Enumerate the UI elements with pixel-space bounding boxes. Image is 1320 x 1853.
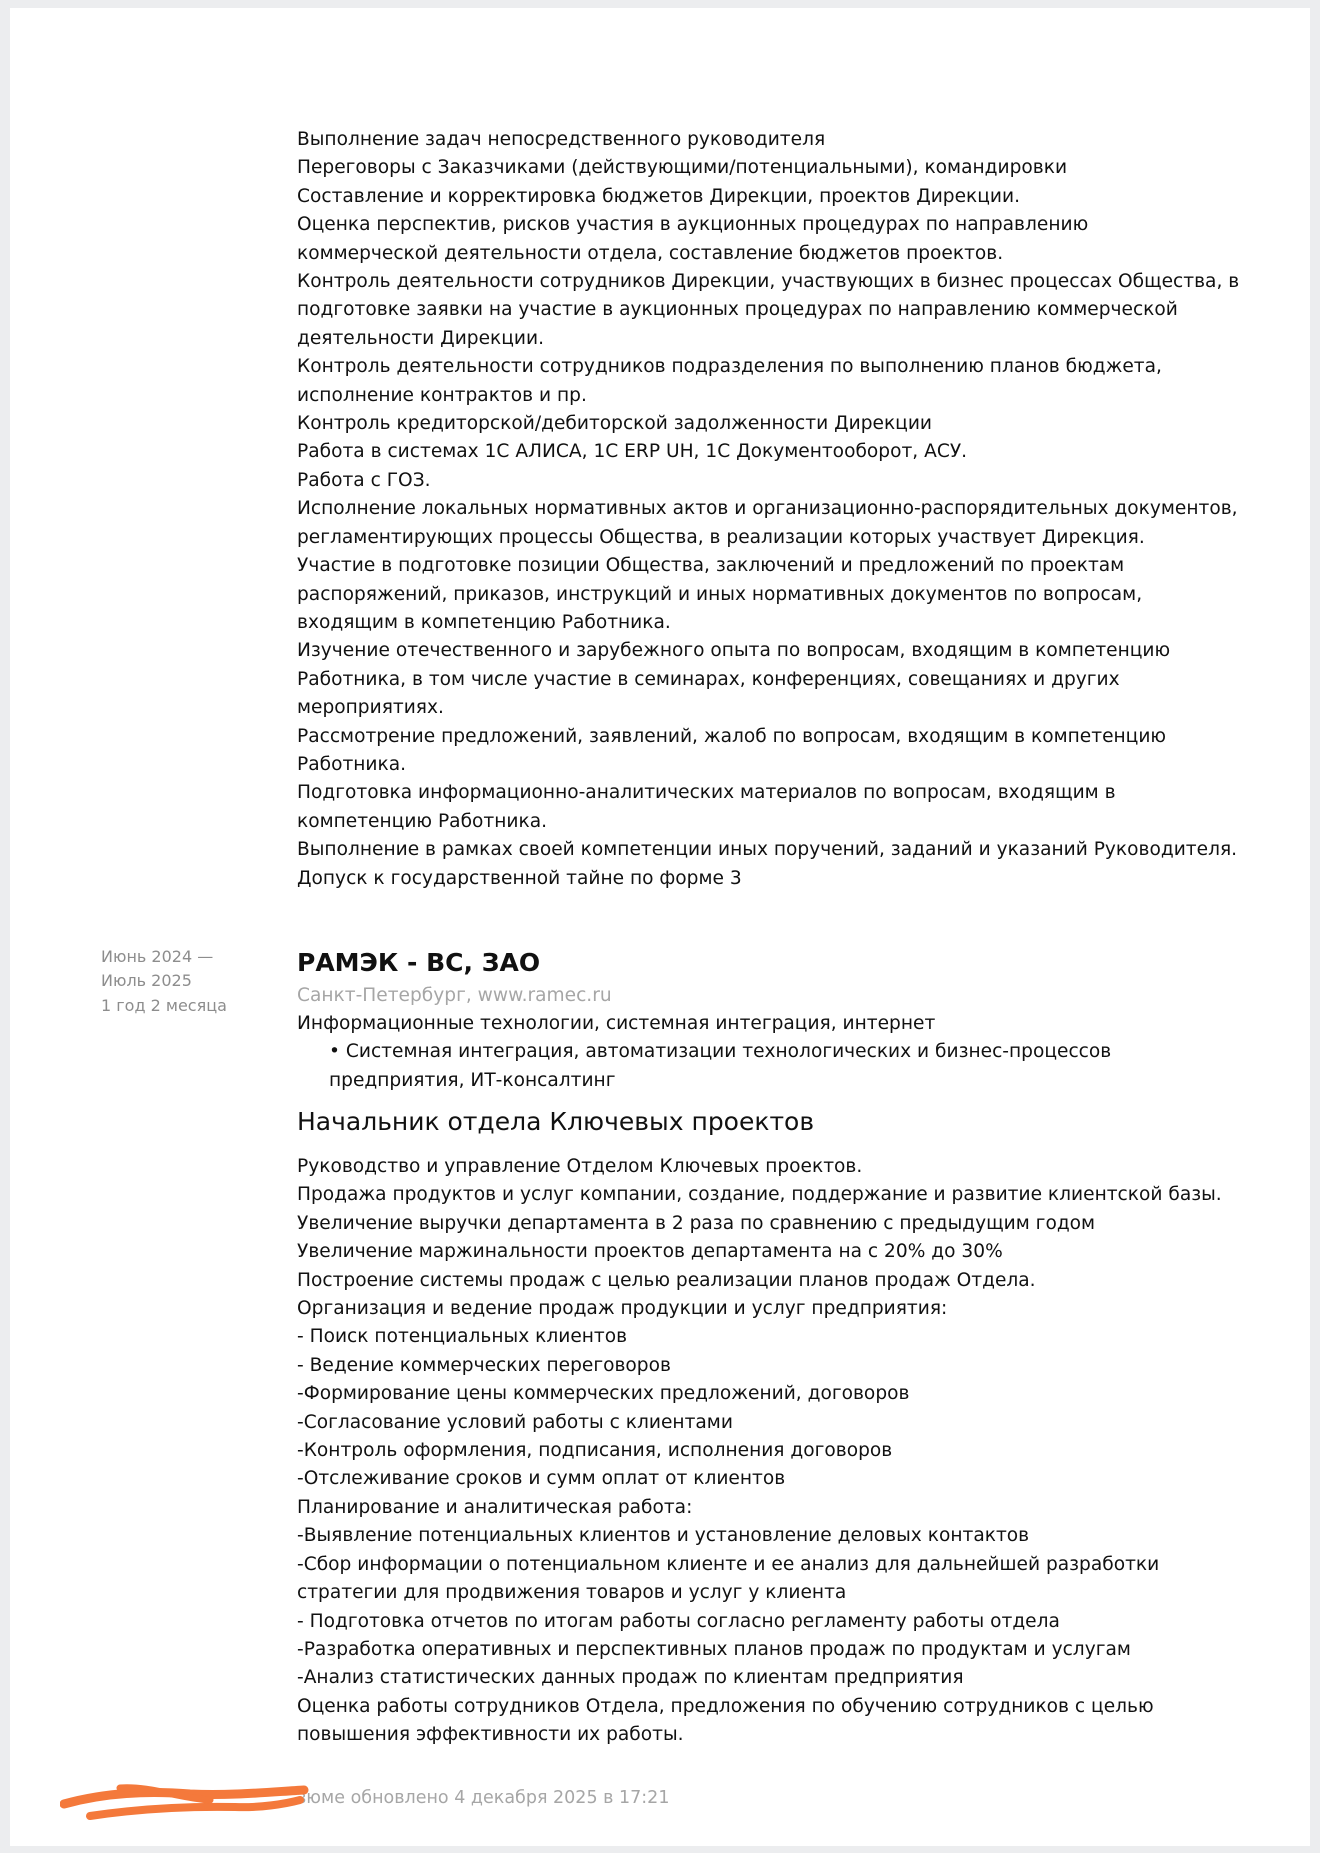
duty-line: Работника, в том числе участие в семинарах, конференциях, совещаниях и других xyxy=(297,668,1120,690)
duty-line: подготовке заявки на участие в аукционных процедурах по направлению коммерческой xyxy=(297,299,1178,321)
responsibility-line: -Выявление потенциальных клиентов и установление деловых контактов xyxy=(297,1525,1030,1547)
duty-line: Исполнение локальных нормативных актов и организационно-распорядительных документов, xyxy=(297,498,1238,520)
duty-line: Контроль деятельности сотрудников подразделения по выполнению планов бюджета, xyxy=(297,356,1162,378)
previous-job-duties xyxy=(297,126,1297,893)
job-period xyxy=(101,945,251,1018)
duty-line: Работа с ГОЗ. xyxy=(297,469,431,491)
duty-line: распоряжений, приказов, инструкций и иных нормативных документов по вопросам, xyxy=(297,583,1143,605)
duty-line: Оценка перспектив, рисков участия в аукционных процедурах по направлению xyxy=(297,214,1089,236)
duty-line: Подготовка информационно-аналитических материалов по вопросам, входящим в xyxy=(297,782,1116,804)
duty-line: деятельности Дирекции. xyxy=(297,327,544,349)
industry-sub-line: • Системная интеграция, автоматизации технологических и бизнес-процессов xyxy=(329,1041,1112,1063)
responsibility-line: Организация и ведение продаж продукции и услуг предприятия: xyxy=(297,1298,948,1320)
duty-line: компетенцию Работника. xyxy=(297,810,548,832)
duty-line: регламентирующих процессы Общества, в реализации которых участвует Дирекция. xyxy=(297,526,1145,548)
responsibility-line: Увеличение выручки департамента в 2 раза по сравнению с предыдущим годом xyxy=(297,1212,1096,1234)
duty-line: Рассмотрение предложений, заявлений, жалоб по вопросам, входящим в компетенцию xyxy=(297,725,1167,747)
company-location: Санкт-Петербург, www.ramec.ru xyxy=(297,985,612,1006)
duty-line: Изучение отечественного и зарубежного опыта по вопросам, входящим в компетенцию xyxy=(297,640,1171,662)
period-end: Июль 2025 xyxy=(101,971,192,991)
duty-line: Работника. xyxy=(297,753,407,775)
resume-updated-note: зюме обновлено 4 декабря 2025 в 17:21 xyxy=(297,1788,670,1808)
responsibility-line: -Разработка оперативных и перспективных планов продаж по продуктам и услугам xyxy=(297,1638,1131,1660)
job-responsibilities xyxy=(297,1153,1297,1750)
responsibility-line: стратегии для продвижения товаров и услуг у клиента xyxy=(297,1582,847,1604)
duty-line: мероприятиях. xyxy=(297,697,444,719)
responsibility-line: Руководство и управление Отделом Ключевых проектов. xyxy=(297,1156,863,1177)
period-start: Июнь 2024 — xyxy=(101,947,214,966)
responsibility-line: -Формирование цены коммерческих предложений, договоров xyxy=(297,1383,910,1405)
duty-line: Выполнение задач непосредственного руководителя xyxy=(297,129,826,150)
duty-line: Работа в системах 1С АЛИСА, 1С ERP UH, 1С Документооборот, АСУ. xyxy=(297,441,968,463)
responsibility-line: Увеличение маржинальности проектов департамента на с 20% до 30% xyxy=(297,1241,1003,1263)
job-position-title: Начальник отдела Ключевых проектов xyxy=(297,1107,815,1136)
duty-line: Составление и корректировка бюджетов Дирекции, проектов Дирекции. xyxy=(297,185,1021,207)
industry-sub-line: предприятия, ИТ-консалтинг xyxy=(329,1069,616,1091)
duty-line: Участие в подготовке позиции Общества, заключений и предложений по проектам xyxy=(297,555,1125,577)
duty-line: Контроль деятельности сотрудников Дирекции, участвующих в бизнес процессах Общества, в xyxy=(297,271,1240,293)
redaction-scribble xyxy=(60,1776,310,1826)
responsibility-line: - Поиск потенциальных клиентов xyxy=(297,1326,628,1348)
responsibility-line: Продажа продуктов и услуг компании, создание, поддержание и развитие клиентской базы. xyxy=(297,1184,1222,1206)
responsibility-line: - Подготовка отчетов по итогам работы согласно регламенту работы отдела xyxy=(297,1610,1060,1632)
duty-line: исполнение контрактов и пр. xyxy=(297,384,587,406)
industry-line: Информационные технологии, системная интеграция, интернет xyxy=(297,1013,936,1034)
duty-line: Контроль кредиторской/дебиторской задолженности Дирекции xyxy=(297,413,933,435)
duty-line: Допуск к государственной тайне по форме 3 xyxy=(297,867,742,889)
responsibility-line: Построение системы продаж с целью реализации планов продаж Отдела. xyxy=(297,1269,1036,1291)
responsibility-line: Планирование и аналитическая работа: xyxy=(297,1496,693,1518)
period-duration: 1 год 2 месяца xyxy=(101,995,227,1015)
resume-page xyxy=(10,8,1310,1846)
responsibility-line: -Согласование условий работы с клиентами xyxy=(297,1411,733,1433)
responsibility-line: Оценка работы сотрудников Отдела, предложения по обучению сотрудников с целью xyxy=(297,1695,1154,1717)
responsibility-line: -Отслеживание сроков и сумм оплат от клиентов xyxy=(297,1468,786,1490)
company-industry xyxy=(297,1010,1297,1095)
responsibility-line: повышения эффективности их работы. xyxy=(297,1724,684,1746)
duty-line: коммерческой деятельности отдела, составление бюджетов проектов. xyxy=(297,242,1004,264)
duty-line: Переговоры с Заказчиками (действующими/потенциальными), командировки xyxy=(297,157,1068,179)
responsibility-line: -Контроль оформления, подписания, исполнения договоров xyxy=(297,1440,893,1462)
duty-line: Выполнение в рамках своей компетенции иных поручений, заданий и указаний Руководителя. xyxy=(297,839,1238,861)
responsibility-line: -Анализ статистических данных продаж по клиентам предприятия xyxy=(297,1667,964,1689)
duty-line: входящим в компетенцию Работника. xyxy=(297,611,671,633)
responsibility-line: -Сбор информации о потенциальном клиенте и ее анализ для дальнейшей разработки xyxy=(297,1553,1160,1575)
company-name: РАМЭК - ВС, ЗАО xyxy=(297,948,541,977)
responsibility-line: - Ведение коммерческих переговоров xyxy=(297,1354,671,1376)
